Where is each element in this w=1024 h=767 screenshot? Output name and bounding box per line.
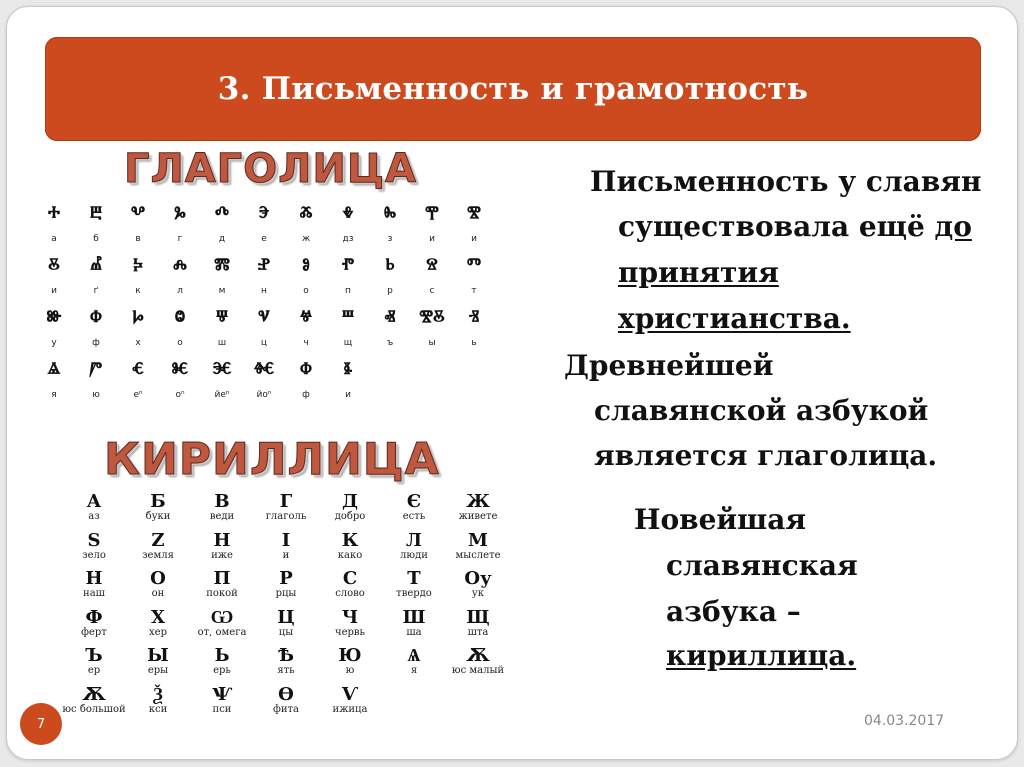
glagolitic-letter	[245, 359, 283, 400]
glagolitic-letter-name: п	[345, 286, 351, 296]
cyrillic-letter	[121, 570, 195, 599]
glagolitic-glyph: ⰱ	[89, 201, 102, 227]
cyrillic-glyph: Ѳ	[278, 683, 294, 705]
cyrillic-letter	[121, 606, 195, 638]
glagolitic-glyph: ⱏ	[384, 305, 396, 331]
cyrillic-letter	[313, 529, 387, 561]
cyrillic-letter	[121, 493, 195, 522]
glagolitic-glyph: ⱇ	[300, 357, 312, 383]
paragraph-3-line-1: Новейшая	[634, 503, 807, 536]
cyrillic-letter-name: ять	[277, 665, 295, 676]
cyrillic-letter-name: иже	[211, 549, 233, 561]
cyrillic-glyph: П	[213, 568, 231, 589]
glagolitic-letter-name: йоⁿ	[256, 390, 272, 400]
paragraph-3-line-2: славянская	[666, 549, 858, 582]
cyrillic-letter-name: от, омега	[197, 626, 247, 638]
glagolitic-letter-name: еⁿ	[133, 390, 143, 400]
glagolitic-glyph: ⱀ	[257, 253, 271, 279]
cyrillic-letter	[249, 493, 323, 522]
cyrillic-letter	[57, 647, 131, 676]
glagolitic-glyph: ⱈ	[132, 305, 144, 331]
glagolitic-letter	[119, 203, 157, 244]
page-number-badge: 7	[20, 703, 62, 745]
cyrillic-letter	[313, 647, 387, 676]
glagolitic-letter	[413, 307, 451, 348]
cyrillic-glyph: Ю	[338, 645, 362, 666]
cyrillic-letter-name: како	[337, 549, 363, 561]
cyrillic-letter	[185, 493, 259, 522]
glagolitic-letter	[329, 203, 367, 244]
cyrillic-letter-name: твердо	[396, 588, 432, 599]
cyrillic-letter-name: цы	[278, 626, 294, 638]
cyrillic-letter-name: червь	[334, 626, 365, 638]
glagolitic-letter-name: р	[387, 286, 393, 296]
glagolitic-glyph: ⰷ	[342, 201, 354, 227]
cyrillic-glyph: В	[214, 491, 230, 512]
glagolitic-letter	[245, 307, 283, 348]
cyrillic-letter	[441, 647, 515, 676]
cyrillic-glyph: Z	[151, 529, 165, 551]
cyrillic-glyph: Оу	[464, 568, 492, 589]
cyrillic-letter	[185, 606, 259, 638]
cyrillic-letter-name: юс малый	[451, 665, 505, 676]
glagolitic-glyph: ⱔ	[132, 357, 144, 383]
glagolitic-glyph: ⰺ	[467, 201, 481, 227]
glagolitic-heading: ГЛАГОЛИЦА	[124, 146, 417, 192]
cyrillic-letter	[57, 570, 131, 599]
glagolitic-letter	[119, 359, 157, 400]
glagolitic-letter-name: г	[177, 234, 183, 244]
glagolitic-letter-name: дз	[342, 234, 354, 244]
cyrillic-letter-name: кси	[148, 703, 168, 715]
cyrillic-glyph: А	[86, 491, 102, 512]
cyrillic-glyph: Ѧ	[407, 645, 421, 666]
cyrillic-glyph: Ф	[85, 606, 103, 628]
glagolitic-glyph: ⱄ	[426, 253, 438, 279]
cyrillic-letter-name: слово	[335, 588, 365, 599]
glagolitic-letter	[35, 307, 73, 348]
glagolitic-glyph: ⱅ	[466, 253, 482, 279]
glagolitic-letter	[371, 203, 409, 244]
cyrillic-letter-name: я	[410, 665, 418, 676]
glagolitic-glyph: ⰴ	[214, 201, 230, 227]
glagolitic-letter	[287, 203, 325, 244]
cyrillic-glyph: Ы	[147, 645, 169, 666]
glagolitic-letter-name: ш	[217, 338, 227, 348]
cyrillic-glyph: М	[468, 529, 488, 551]
glagolitic-letter	[119, 255, 157, 296]
glagolitic-glyph: ⰶ	[299, 201, 313, 227]
cyrillic-letter-name: земля	[142, 549, 174, 561]
glagolitic-letter	[329, 255, 367, 296]
cyrillic-glyph: Б	[150, 491, 166, 512]
glagolitic-glyph: ⱐ	[468, 305, 480, 331]
cyrillic-letter	[377, 647, 451, 676]
glagolitic-letter	[77, 255, 115, 296]
cyrillic-glyph: Т	[407, 568, 421, 589]
cyrillic-letter-name: добро	[334, 511, 366, 522]
cyrillic-letter-name: рцы	[275, 588, 297, 599]
cyrillic-glyph: Н	[85, 568, 103, 589]
cyrillic-letter-name: он	[151, 588, 165, 599]
glagolitic-letter-name: и	[345, 390, 351, 400]
cyrillic-heading: КИРИЛЛИЦА	[104, 434, 440, 485]
glagolitic-letter-name: н	[261, 286, 267, 296]
cyrillic-letter	[57, 529, 131, 561]
glagolitic-letter	[203, 307, 241, 348]
cyrillic-letter	[441, 529, 515, 561]
glagolitic-glyph: ⱃ	[385, 253, 395, 279]
glagolitic-glyph: ⱓ	[89, 357, 103, 383]
glagolitic-letter	[287, 359, 325, 400]
glagolitic-letter	[77, 307, 115, 348]
glagolitic-glyph: ⱂ	[341, 253, 355, 279]
glagolitic-letter	[203, 359, 241, 400]
cyrillic-letter	[249, 683, 323, 715]
glagolitic-letter	[203, 255, 241, 296]
cyrillic-letter	[121, 647, 195, 676]
glagolitic-glyph: ⱘ	[171, 357, 189, 383]
cyrillic-letter	[121, 683, 195, 715]
cyrillic-glyph: Ѱ	[212, 683, 232, 705]
paragraph-1-line-1: Письменность у славян	[590, 165, 982, 198]
cyrillic-glyph: Ѵ	[341, 683, 359, 705]
cyrillic-letter	[185, 683, 259, 715]
glagolitic-letter	[371, 255, 409, 296]
cyrillic-letter	[121, 529, 195, 561]
glagolitic-letter-name: о	[177, 338, 183, 348]
glagolitic-letter	[329, 359, 367, 400]
cyrillic-letter	[57, 683, 131, 715]
glagolitic-letter	[455, 255, 493, 296]
glagolitic-letter-name: ъ	[386, 338, 394, 348]
glagolitic-glyph: ⱑ	[47, 357, 61, 383]
glagolitic-letter-name: в	[135, 234, 141, 244]
glagolitic-glyph: ⰸ	[383, 201, 397, 227]
glagolitic-glyph: ⱇ	[90, 305, 102, 331]
glagolitic-letter-name: к	[135, 286, 141, 296]
glagolitic-letter-name: я	[51, 390, 57, 400]
glagolitic-letter-name: е	[261, 234, 267, 244]
paragraph-3-line-3: азбука –	[666, 595, 801, 628]
cyrillic-letter	[185, 529, 259, 561]
cyrillic-letter	[377, 606, 451, 638]
cyrillic-glyph: Х	[151, 606, 165, 628]
glagolitic-glyph: ⱁ	[302, 253, 310, 279]
glagolitic-glyph: ⱍ	[299, 305, 313, 331]
glagolitic-glyph: ⱉ	[174, 305, 186, 331]
glagolitic-letter-name: б	[93, 234, 99, 244]
slide-title: 3. Письменность и грамотность	[217, 71, 809, 107]
glagolitic-letter	[245, 203, 283, 244]
glagolitic-letter-name: у	[51, 338, 57, 348]
glagolitic-letter	[329, 307, 367, 348]
glagolitic-glyph: ⰿ	[214, 253, 230, 279]
glagolitic-letter-name: ф	[302, 390, 310, 400]
cyrillic-letter-name: аз	[88, 511, 100, 522]
cyrillic-glyph: Ч	[341, 606, 359, 628]
cyrillic-letter-name: ук	[471, 588, 485, 599]
glagolitic-letter	[161, 359, 199, 400]
glagolitic-glyph: ⱛ	[343, 357, 353, 383]
cyrillic-letter	[249, 606, 323, 638]
cyrillic-letter-name: люди	[400, 549, 428, 561]
title-bar	[45, 37, 981, 141]
cyrillic-letter	[441, 493, 515, 522]
glagolitic-letter-name: ю	[92, 390, 100, 400]
cyrillic-glyph: Ш	[402, 606, 426, 628]
glagolitic-letter-name: ь	[471, 338, 477, 348]
glagolitic-letter-name: з	[387, 234, 393, 244]
cyrillic-glyph: Щ	[466, 606, 490, 628]
cyrillic-glyph: Ѡ	[210, 606, 234, 628]
glagolitic-letter	[287, 307, 325, 348]
glagolitic-letter	[119, 307, 157, 348]
cyrillic-letter-name: хер	[149, 626, 167, 638]
cyrillic-letter-name: глаголь	[265, 511, 307, 522]
glagolitic-letter-name: и	[471, 234, 477, 244]
glagolitic-glyph: ⱗ	[212, 357, 232, 383]
glagolitic-glyph: ⰻ	[48, 253, 60, 279]
glagolitic-letter	[35, 255, 73, 296]
glagolitic-letter-name: щ	[343, 338, 353, 348]
cyrillic-letter-name: покой	[206, 588, 238, 599]
glagolitic-letter-name: ґ	[93, 286, 99, 296]
glagolitic-letter	[35, 203, 73, 244]
glagolitic-letter-name: т	[471, 286, 477, 296]
cyrillic-letter	[249, 570, 323, 599]
glagolitic-letter	[371, 307, 409, 348]
glagolitic-glyph: ⰽ	[133, 253, 143, 279]
cyrillic-letter-name: и	[282, 549, 290, 561]
glagolitic-letter-name: с	[429, 286, 435, 296]
glagolitic-letter-name: д	[218, 234, 226, 244]
cyrillic-letter	[441, 570, 515, 599]
glagolitic-letter-name: ц	[260, 338, 268, 348]
cyrillic-glyph: Ѫ	[82, 683, 106, 705]
glagolitic-glyph: ⰳ	[174, 201, 186, 227]
cyrillic-letter	[249, 529, 323, 561]
glagolitic-letter-name: х	[135, 338, 141, 348]
glagolitic-letter	[413, 203, 451, 244]
glagolitic-letter-name: ч	[303, 338, 309, 348]
glagolitic-glyph: ⰲ	[130, 201, 146, 227]
glagolitic-letter	[77, 359, 115, 400]
cyrillic-letter-name: ер	[87, 665, 101, 676]
cyrillic-glyph: Ц	[277, 606, 295, 628]
cyrillic-letter	[377, 529, 451, 561]
cyrillic-letter-name: веди	[209, 511, 235, 522]
cyrillic-letter-name: буки	[145, 511, 171, 522]
glagolitic-letter	[455, 203, 493, 244]
paragraph-1-line-3: принятия	[618, 256, 779, 289]
cyrillic-letter-name: живете	[458, 511, 498, 522]
cyrillic-glyph: Л	[406, 529, 422, 551]
cyrillic-glyph: К	[341, 529, 359, 551]
glagolitic-glyph: ⱙ	[253, 357, 275, 383]
cyrillic-letter-name: шта	[467, 626, 489, 638]
glagolitic-letter	[287, 255, 325, 296]
glagolitic-letter-name: йеⁿ	[214, 390, 230, 400]
glagolitic-glyph: ⰹ	[425, 201, 439, 227]
glagolitic-letter-name: о	[303, 286, 309, 296]
cyrillic-glyph: О	[150, 568, 166, 589]
cyrillic-letter	[377, 570, 451, 599]
glagolitic-letter	[161, 203, 199, 244]
glagolitic-glyph: ⱆ	[46, 305, 62, 331]
cyrillic-glyph: Є	[406, 491, 422, 512]
cyrillic-letter-name: зело	[82, 549, 106, 561]
cyrillic-glyph: Ѯ	[153, 683, 163, 705]
cyrillic-letter-name: юс большой	[62, 703, 126, 715]
glagolitic-letter	[161, 307, 199, 348]
cyrillic-glyph: Д	[341, 491, 358, 512]
slide-date: 04.03.2017	[864, 713, 945, 729]
glagolitic-glyph: ⱌ	[258, 305, 270, 331]
cyrillic-glyph: Г	[279, 491, 293, 512]
paragraph-2-line-1: Древнейшей	[564, 349, 774, 382]
cyrillic-letter	[313, 493, 387, 522]
paragraph-1-line-4: христианства.	[618, 302, 851, 335]
glagolitic-letter-name: м	[218, 286, 226, 296]
glagolitic-letter-name: ф	[92, 338, 100, 348]
cyrillic-letter-name: ижица	[332, 703, 368, 715]
glagolitic-letter	[203, 203, 241, 244]
glagolitic-letter-name: а	[51, 234, 57, 244]
cyrillic-letter-name: пси	[212, 703, 232, 715]
glagolitic-letter-name: ж	[301, 234, 311, 244]
cyrillic-letter-name: есть	[402, 511, 426, 522]
cyrillic-letter	[377, 493, 451, 522]
glagolitic-letter-name: и	[51, 286, 57, 296]
glagolitic-letter	[35, 359, 73, 400]
glagolitic-glyph: ⰼ	[90, 253, 102, 279]
cyrillic-letter	[313, 606, 387, 638]
cyrillic-letter-name: ша	[406, 626, 422, 638]
glagolitic-glyph: ⰺⰻ	[419, 305, 445, 331]
glagolitic-glyph: ⰾ	[173, 253, 187, 279]
cyrillic-glyph: Ѫ	[466, 645, 490, 666]
glagolitic-glyph: ⱎ	[341, 305, 354, 331]
cyrillic-letter-name: фита	[273, 703, 299, 715]
glagolitic-glyph: ⰰ	[48, 201, 60, 227]
glagolitic-letter	[245, 255, 283, 296]
cyrillic-letter	[57, 493, 131, 522]
cyrillic-letter	[249, 647, 323, 676]
cyrillic-letter	[185, 570, 259, 599]
cyrillic-letter-name: ерь	[213, 665, 231, 676]
paragraph-2-line-3: является глаголица.	[594, 439, 938, 472]
cyrillic-glyph: І	[281, 529, 291, 551]
glagolitic-letter-name: л	[177, 286, 183, 296]
glagolitic-glyph: ⰵ	[258, 201, 270, 227]
paragraph-1-line-2: существовала ещё до	[618, 210, 972, 243]
cyrillic-glyph: Ь	[214, 645, 230, 666]
cyrillic-glyph: Ж	[466, 491, 490, 512]
cyrillic-letter	[441, 606, 515, 638]
cyrillic-glyph: С	[342, 568, 358, 589]
cyrillic-letter	[313, 683, 387, 715]
glagolitic-letter	[413, 255, 451, 296]
paragraph-3-line-4: кириллица.	[666, 639, 857, 672]
glagolitic-letter-name: оⁿ	[175, 390, 185, 400]
cyrillic-letter	[313, 570, 387, 599]
cyrillic-letter-name: ферт	[81, 626, 107, 638]
cyrillic-letter-name: наш	[83, 588, 105, 599]
glagolitic-letter	[77, 203, 115, 244]
glagolitic-letter	[161, 255, 199, 296]
glagolitic-letter-name: и	[429, 234, 435, 244]
cyrillic-letter-name: ю	[345, 665, 355, 676]
cyrillic-glyph: Ѣ	[278, 645, 294, 666]
cyrillic-glyph: Ѕ	[87, 529, 101, 551]
cyrillic-letter-name: еры	[147, 665, 169, 676]
glagolitic-glyph: ⱋ	[215, 305, 228, 331]
cyrillic-letter-name: мыслете	[455, 549, 501, 561]
cyrillic-glyph: Р	[279, 568, 293, 589]
paragraph-2-line-2: славянской азбукой	[594, 394, 929, 427]
cyrillic-letter	[185, 647, 259, 676]
cyrillic-glyph: Н	[213, 529, 231, 551]
glagolitic-letter	[455, 307, 493, 348]
cyrillic-letter	[57, 606, 131, 638]
glagolitic-letter-name: ы	[428, 338, 436, 348]
cyrillic-glyph: Ъ	[85, 645, 103, 666]
